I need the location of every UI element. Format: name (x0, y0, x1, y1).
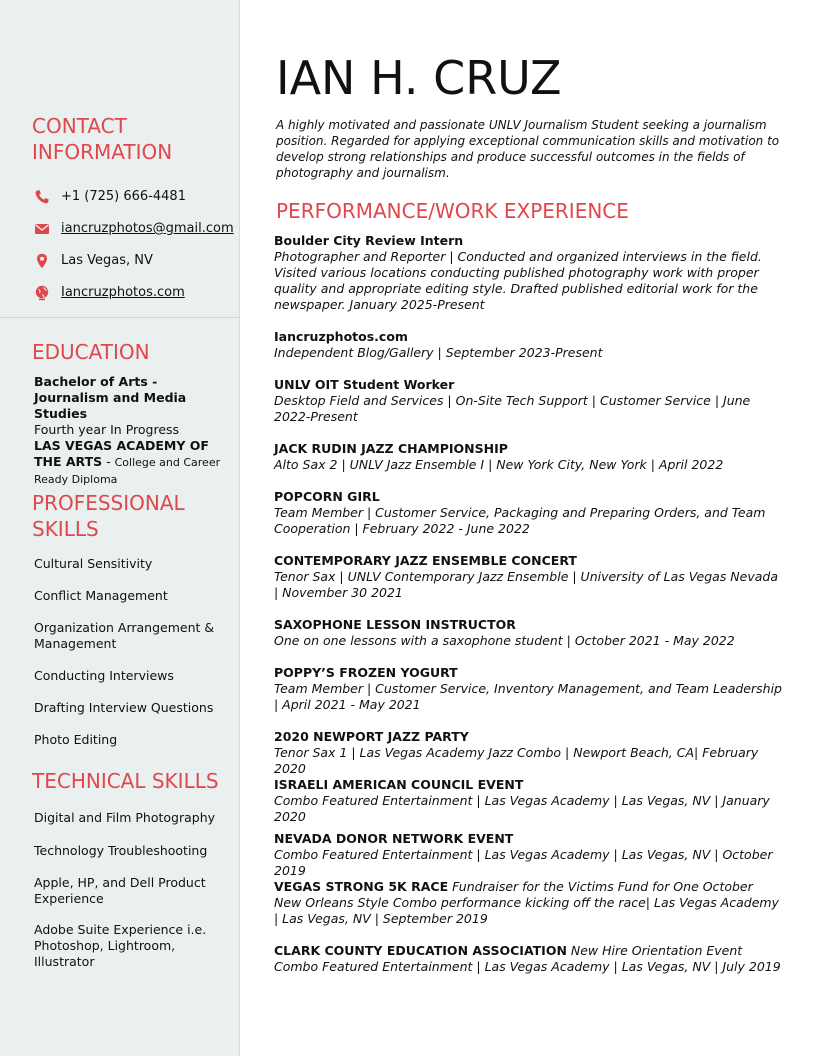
summary-paragraph: A highly motivated and passionate UNLV Journalism Student seeking a journalism position. Regarded for applying exceptional communication skills and motivation to develop strong relationships and produce successful outcomes in the fields of photography and journalism. (276, 118, 780, 180)
experience-description: Photographer and Reporter | Conducted and organized interviews in the field. Visited various locations conducting published photography work with proper quality and appropriate editing style. Drafted published editorial work for the newspaper. January 2025-Present (274, 249, 762, 312)
experience-title: ISRAELI AMERICAN COUNCIL EVENT (274, 777, 524, 792)
experience-description: Team Member | Customer Service, Inventory Management, and Team Leadership | April 2021 - May 2021 (274, 681, 782, 712)
education-heading: EDUCATION (32, 340, 150, 364)
professional-skill-item: Organization Arrangement & Management (34, 620, 215, 651)
experience-description: Combo Featured Entertainment | Las Vegas Academy | Las Vegas, NV | October 2019 (274, 847, 773, 878)
experience-inline-description: New Hire Orientation Event (566, 943, 743, 958)
degree-status: Fourth year In Progress (34, 422, 180, 437)
experience-entry (274, 377, 784, 425)
globe-icon (34, 285, 50, 301)
experience-inline-description: Fundraiser for the Victims Fund for One October (448, 879, 753, 894)
phone-icon (34, 189, 50, 205)
experience-title: SAXOPHONE LESSON INSTRUCTOR (274, 617, 516, 632)
professional-skills-heading-line2: SKILLS (32, 517, 99, 541)
professional-skill-item: Drafting Interview Questions (34, 700, 214, 715)
experience-entry (274, 665, 784, 713)
experience-description: New Orleans Style Combo performance kicking off the race| Las Vegas Academy | Las Vegas, NV | September 2019 (274, 895, 779, 926)
education-degree-block (34, 374, 234, 438)
school-separator: - (102, 454, 115, 469)
experience-entry (274, 441, 784, 473)
phone-number: +1 (725) 666-4481 (61, 189, 186, 204)
experience-title: JACK RUDIN JAZZ CHAMPIONSHIP (274, 441, 508, 456)
experience-entry (274, 233, 784, 313)
experience-description: Alto Sax 2 | UNLV Jazz Ensemble I | New York City, New York | April 2022 (274, 457, 724, 472)
experience-title: 2020 NEWPORT JAZZ PARTY (274, 729, 469, 744)
experience-entry (274, 777, 784, 825)
email-icon (34, 221, 50, 237)
email-link[interactable]: iancruzphotos@gmail.com (61, 221, 234, 236)
experience-title: CLARK COUNTY EDUCATION ASSOCIATION (274, 943, 567, 958)
experience-title: POPPY’S FROZEN YOGURT (274, 665, 458, 680)
degree-title: Bachelor of Arts - Journalism and Media Studies (34, 374, 187, 421)
location-icon (34, 253, 50, 269)
experience-title: Iancruzphotos.com (274, 329, 408, 344)
experience-entry (274, 879, 784, 927)
professional-skills-heading (32, 490, 185, 542)
experience-title: Boulder City Review Intern (274, 233, 464, 248)
school-diploma: College and Career Ready Diploma (34, 456, 221, 486)
sidebar (0, 0, 240, 1056)
experience-heading: PERFORMANCE/WORK EXPERIENCE (276, 199, 629, 223)
school-name: LAS VEGAS ACADEMY OF THE ARTS (34, 438, 209, 469)
professional-skills-heading-line1: PROFESSIONAL (32, 491, 185, 515)
experience-description: Combo Featured Entertainment | Las Vegas Academy | Las Vegas, NV | July 2019 (274, 959, 781, 974)
contact-heading-line2: INFORMATION (32, 140, 173, 164)
experience-description: Desktop Field and Services | On-Site Tech Support | Customer Service | June 2022-Present (274, 393, 751, 424)
experience-description: Tenor Sax 1 | Las Vegas Academy Jazz Combo | Newport Beach, CA| February 2020 (274, 745, 759, 776)
experience-entry (274, 943, 784, 975)
experience-entry (274, 553, 784, 601)
experience-entry (274, 729, 784, 777)
experience-entry (274, 831, 784, 879)
contact-heading-line1: CONTACT (32, 114, 127, 138)
experience-description: One on one lessons with a saxophone student | October 2021 - May 2022 (274, 633, 735, 648)
professional-skill-item: Cultural Sensitivity (34, 556, 153, 571)
experience-title: NEVADA DONOR NETWORK EVENT (274, 831, 514, 846)
experience-description: Combo Featured Entertainment | Las Vegas Academy | Las Vegas, NV | January 2020 (274, 793, 770, 824)
technical-skill-item: Adobe Suite Experience i.e. Photoshop, Lightroom, Illustrator (34, 922, 207, 969)
experience-entry (274, 617, 784, 649)
contact-heading (32, 113, 172, 165)
technical-skill-item: Apple, HP, and Dell Product Experience (34, 875, 206, 906)
experience-entry (274, 329, 784, 361)
candidate-name: IAN H. CRUZ (276, 51, 562, 105)
experience-description: Independent Blog/Gallery | September 2023-Present (274, 345, 603, 360)
experience-title: POPCORN GIRL (274, 489, 380, 504)
experience-title: VEGAS STRONG 5K RACE (274, 879, 449, 894)
technical-skills-heading: TECHNICAL SKILLS (32, 769, 219, 793)
experience-title: CONTEMPORARY JAZZ ENSEMBLE CONCERT (274, 553, 577, 568)
education-school-block (34, 438, 234, 488)
experience-description: Team Member | Customer Service, Packaging and Preparing Orders, and Team Cooperation | February 2022 - June 2022 (274, 505, 766, 536)
experience-title: UNLV OIT Student Worker (274, 377, 455, 392)
experience-description: Tenor Sax | UNLV Contemporary Jazz Ensemble | University of Las Vegas Nevada | November 30 2021 (274, 569, 778, 600)
location-text: Las Vegas, NV (61, 253, 153, 268)
experience-entry (274, 489, 784, 537)
professional-skill-item: Photo Editing (34, 732, 118, 747)
professional-skill-item: Conflict Management (34, 588, 168, 603)
professional-skill-item: Conducting Interviews (34, 668, 174, 683)
technical-skill-item: Digital and Film Photography (34, 810, 216, 825)
sidebar-divider (0, 317, 239, 318)
technical-skill-item: Technology Troubleshooting (34, 843, 208, 858)
website-link[interactable]: Iancruzphotos.com (61, 285, 185, 300)
